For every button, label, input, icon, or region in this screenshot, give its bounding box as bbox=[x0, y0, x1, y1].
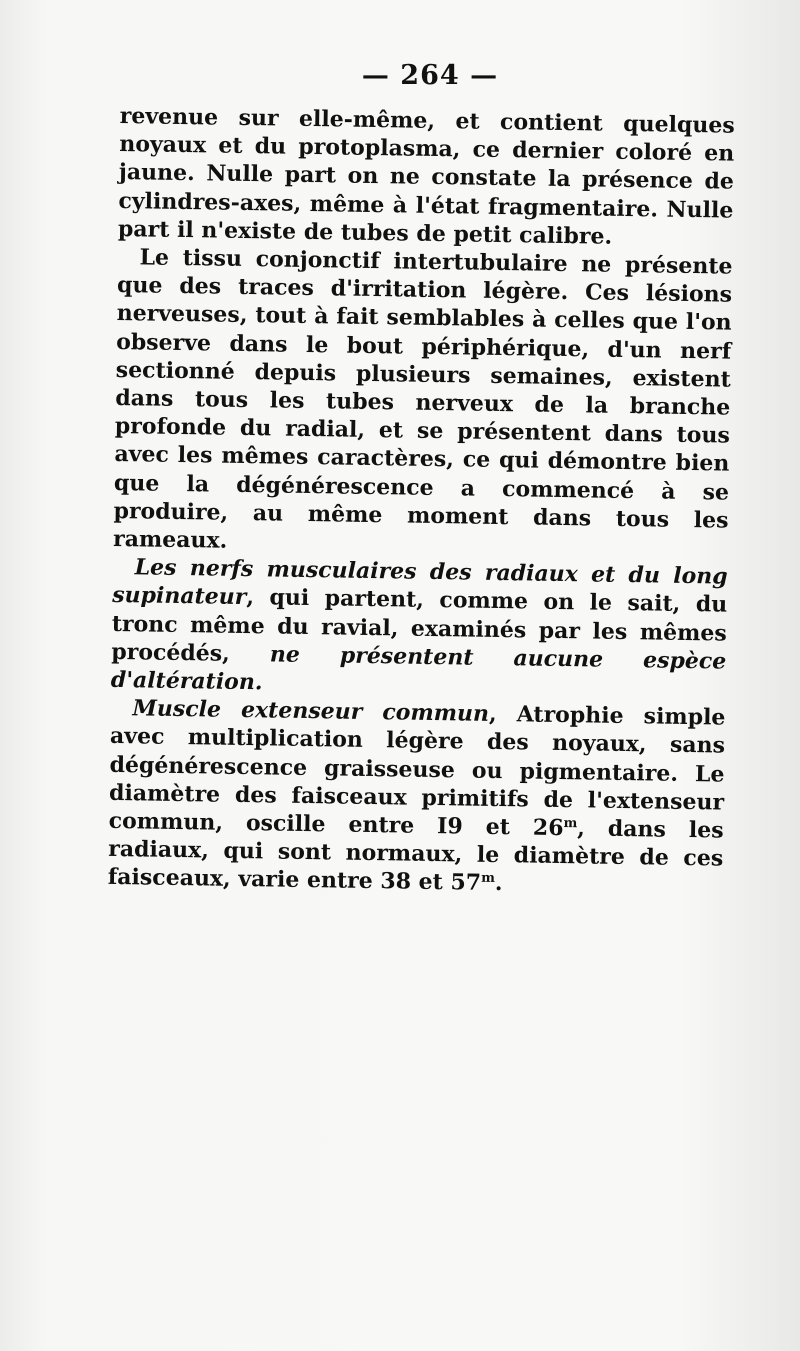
text-segment: revenue sur elle-même, et contient quelques noyaux et du protoplasma, ce dernier coloré en jaune. Nulle part on ne constate la présence de cylindres-axes, même à l'état fragmentaire. Nulle part il n'existe de tubes de petit calibre. bbox=[117, 102, 735, 250]
unit-superscript: m bbox=[481, 871, 496, 887]
page-number: — 264 — bbox=[361, 60, 499, 91]
text-segment: . bbox=[494, 870, 503, 897]
paragraph bbox=[118, 102, 735, 253]
unit-superscript: m bbox=[563, 816, 578, 832]
text-segment: Les nerfs musculaires des radiaux et du long supinateur bbox=[112, 554, 728, 611]
paragraph bbox=[113, 243, 733, 563]
body-text bbox=[108, 102, 735, 901]
text-segment: ne présentent aucune espèce d'altération. bbox=[110, 641, 727, 696]
text-segment: Le tissu conjonctif intertubulaire ne présente que des traces d'irritation légère. Ces lésions nerveuses, tout à fait semblables à celles que l'on observe dans le bout périphérique, d'un nerf sectionné depuis plusieurs semaines, existent dans tous les tubes nerveux de la branche profonde du radial, et se présentent dans tous avec les mêmes caractères, ce qui démontre bien que la dégénérescence a commencé à se produire, au même moment dans tous les rameaux. bbox=[112, 244, 733, 554]
text-segment: , qui partent, comme on le sait, du tronc même du ravial, examinés par les mêmes procédés, bbox=[111, 584, 728, 668]
text-segment: , Atrophie simple avec multiplication légère des noyaux, sans dégénérescence graisseuse ou pigmentaire. Le diamètre des faisceaux primitifs de l'extenseur commun, oscille entre I9 et 26 bbox=[108, 701, 726, 842]
text-segment: Muscle extenseur commun bbox=[132, 695, 490, 728]
paragraph bbox=[111, 553, 728, 704]
paragraph bbox=[108, 694, 726, 901]
text-segment: , dans les radiaux, qui sont normaux, le diamètre de ces faisceaux, varie entre 38 et 57 bbox=[107, 815, 724, 897]
